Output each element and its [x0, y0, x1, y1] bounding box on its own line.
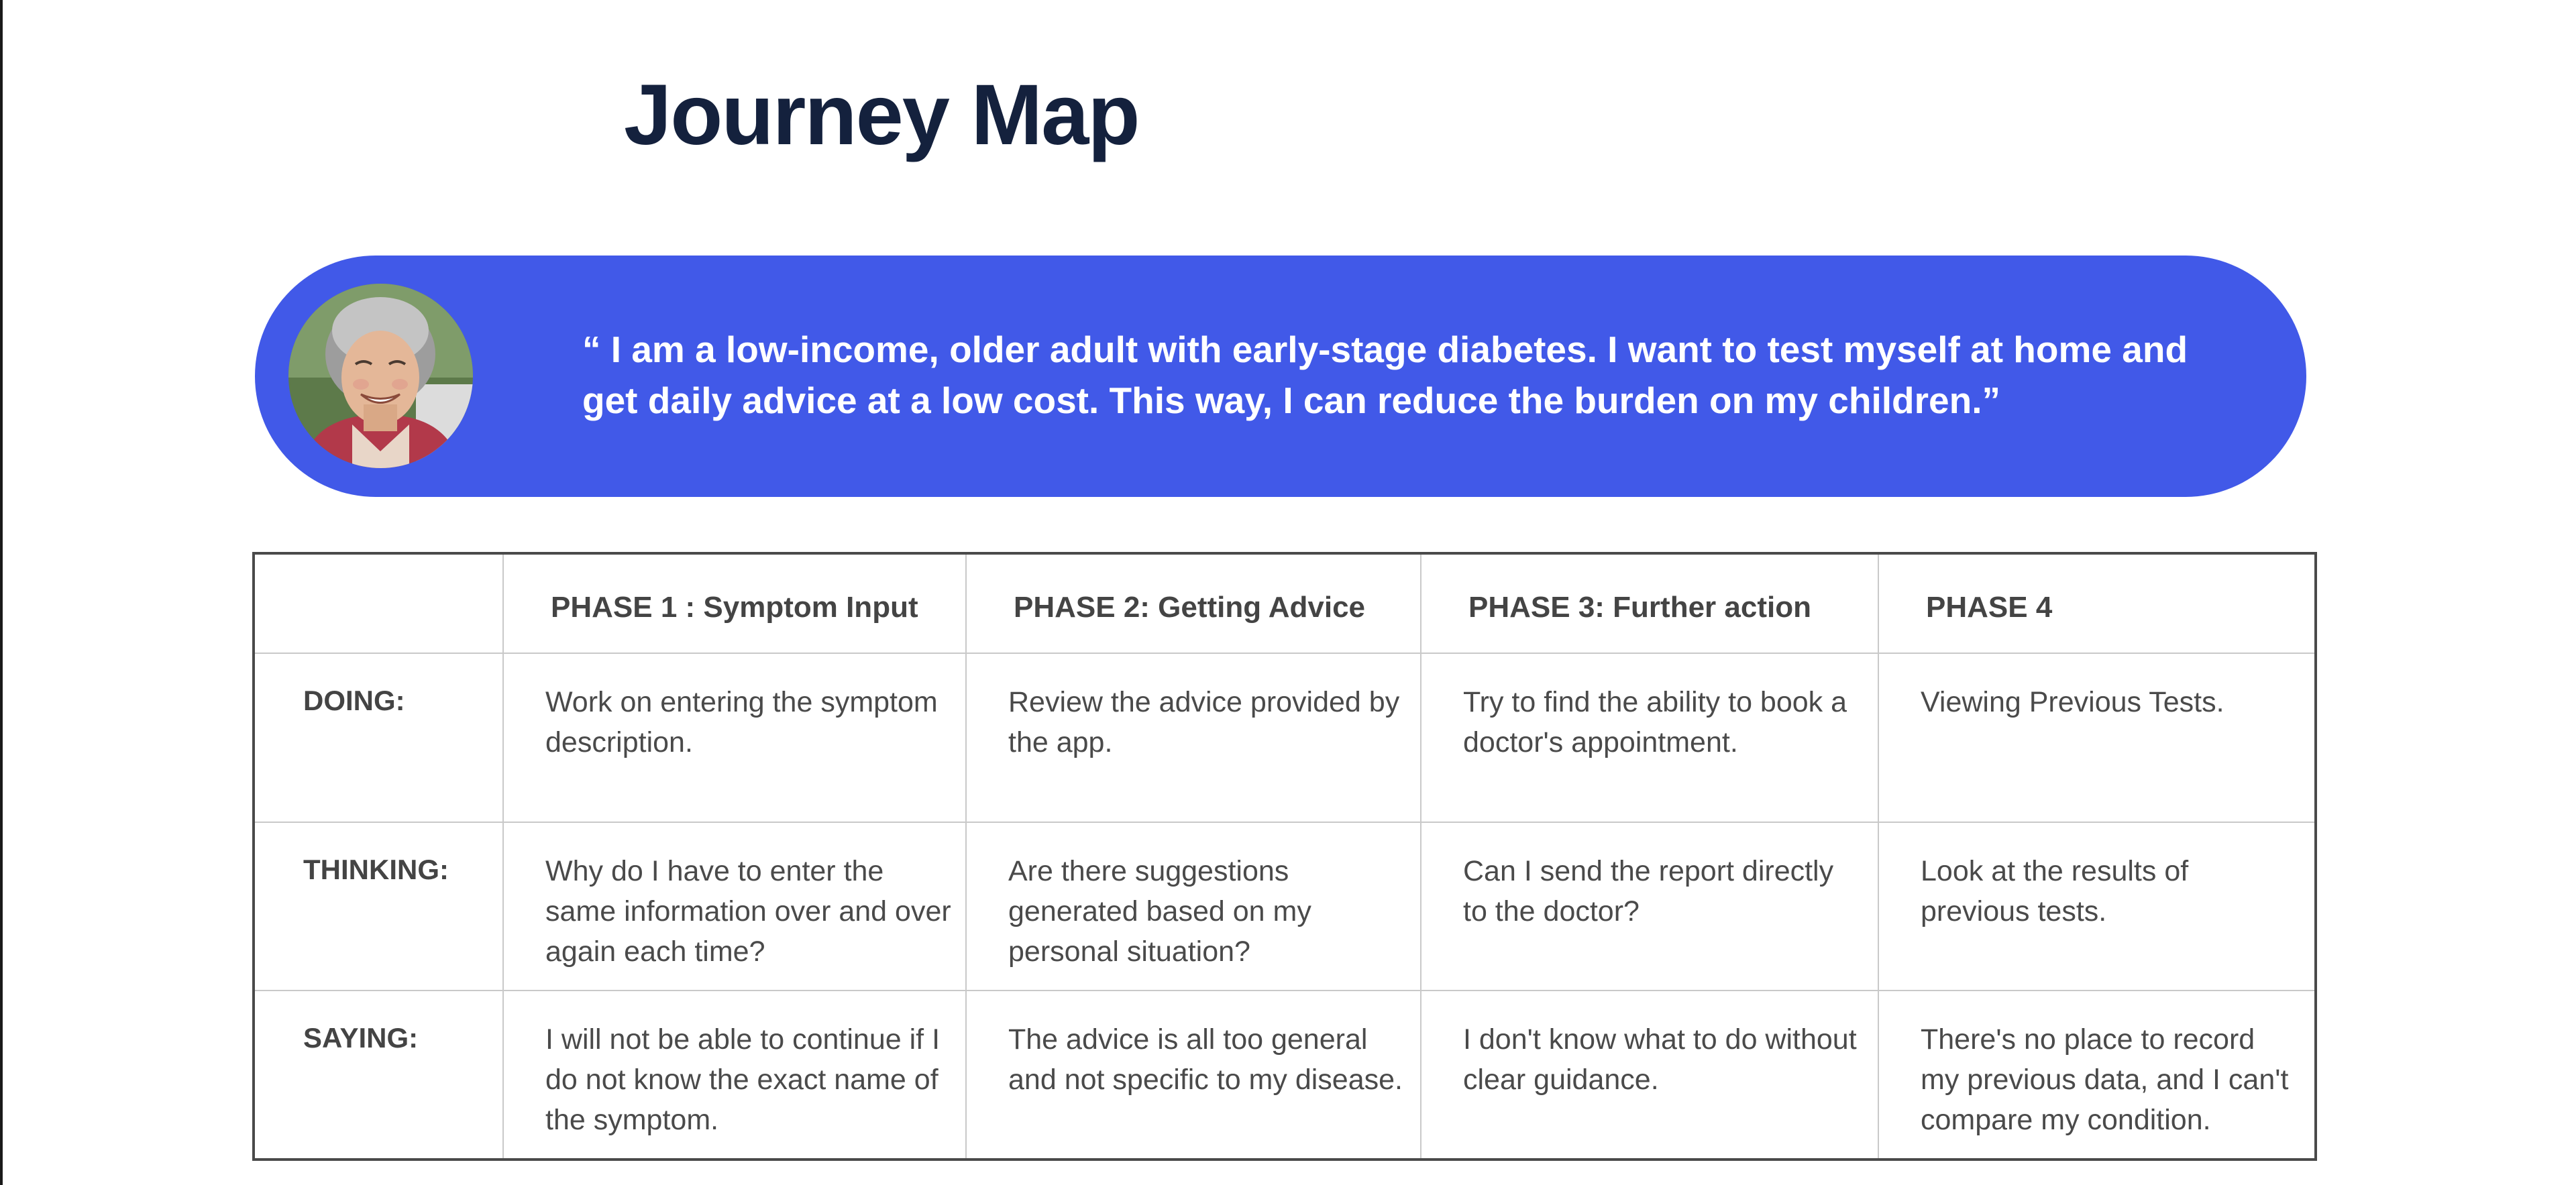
phase-header	[1878, 553, 2316, 653]
row-label: SAYING:	[303, 1022, 419, 1054]
journey-map-table	[252, 552, 2317, 1161]
cell-text: Are there suggestions generated based on my personal situation?	[1008, 854, 1311, 968]
phase-header	[966, 553, 1421, 653]
cell-text: Try to find the ability to book a doctor's appointment.	[1463, 685, 1847, 758]
corner-cell	[254, 553, 503, 653]
table-row-saying	[254, 991, 2316, 1160]
page-title: Journey Map	[624, 67, 1139, 163]
cell-text: Review the advice provided by the app.	[1008, 685, 1400, 758]
phase-label: PHASE 3: Further action	[1468, 591, 1811, 624]
table-cell	[966, 991, 1421, 1160]
phase-label: PHASE 2: Getting Advice	[1014, 591, 1366, 624]
cell-text: The advice is all too general and not specific to my disease.	[1008, 1023, 1403, 1096]
cell-text: Work on entering the symptom description.	[545, 685, 938, 758]
table-cell	[1421, 822, 1878, 991]
persona-quote: “ I am a low-income, older adult with early-stage diabetes. I want to test myself at home and get daily advice at a low cost. This way, I can reduce the burden on my children.”	[582, 329, 2188, 421]
cell-text: I don't know what to do without clear guidance.	[1463, 1023, 1857, 1096]
table-cell	[1878, 991, 2316, 1160]
row-header	[254, 991, 503, 1160]
cell-text: I will not be able to continue if I do not know the exact name of the symptom.	[545, 1023, 941, 1137]
cell-text: Viewing Previous Tests.	[1921, 685, 2224, 718]
phase-header	[1421, 553, 1878, 653]
row-header	[254, 653, 503, 822]
phase-header-row	[254, 553, 2316, 653]
persona-avatar	[288, 284, 473, 468]
table-cell	[1421, 991, 1878, 1160]
table-cell	[503, 653, 966, 822]
row-label: DOING:	[303, 684, 405, 716]
cell-text: There's no place to record my previous data, and I can't compare my condition.	[1921, 1023, 2289, 1137]
elderly-woman-portrait-icon	[288, 284, 473, 468]
phase-header	[503, 553, 966, 653]
table-cell	[966, 822, 1421, 991]
table-cell	[1878, 822, 2316, 991]
table-cell	[1421, 653, 1878, 822]
table-cell	[1878, 653, 2316, 822]
persona-banner	[255, 256, 2306, 497]
row-label: THINKING:	[303, 853, 449, 885]
phase-label: PHASE 4	[1926, 591, 2053, 624]
table-cell	[503, 822, 966, 991]
table-row-doing	[254, 653, 2316, 822]
cell-text: Look at the results of previous tests.	[1921, 854, 2189, 927]
cell-text: Why do I have to enter the same information over and over again each time?	[545, 854, 951, 968]
table-cell	[966, 653, 1421, 822]
row-header	[254, 822, 503, 991]
page-frame-edge	[0, 0, 3, 1185]
table-row-thinking	[254, 822, 2316, 991]
table-cell	[503, 991, 966, 1160]
phase-label: PHASE 1 : Symptom Input	[551, 591, 918, 624]
cell-text: Can I send the report directly to the doctor?	[1463, 854, 1834, 927]
